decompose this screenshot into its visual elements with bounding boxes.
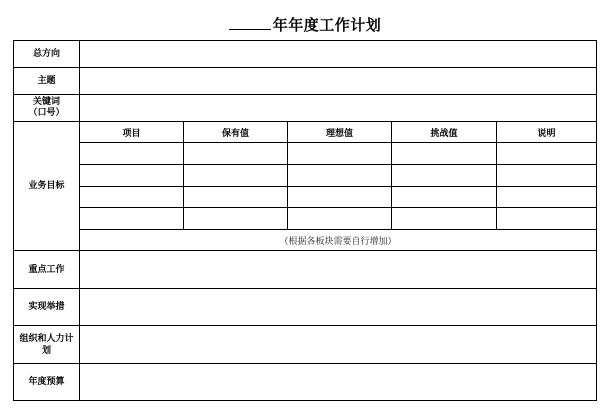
table-row xyxy=(14,143,597,165)
keywords-input-cell[interactable] xyxy=(80,95,597,122)
goals-cell[interactable] xyxy=(392,187,497,208)
table-row xyxy=(14,208,597,230)
table-row xyxy=(14,95,597,122)
goals-header-challenge: 挑战值 xyxy=(392,122,497,143)
row-label-measures: 实现举措 xyxy=(14,289,80,326)
goals-cell[interactable] xyxy=(80,208,184,230)
row-label-org-plan xyxy=(14,326,80,364)
table-row xyxy=(14,165,597,187)
row-label-theme: 主题 xyxy=(14,68,80,95)
title-text: 年年度工作计划 xyxy=(272,16,382,34)
goals-cell[interactable] xyxy=(497,208,597,230)
table-row xyxy=(14,187,597,208)
goals-cell[interactable] xyxy=(392,208,497,230)
table-row xyxy=(14,364,597,401)
goals-note: （根据各板块需要自行增加） xyxy=(80,230,597,251)
goals-header-item: 项目 xyxy=(80,122,184,143)
org-plan-label: 组织和人力计划 xyxy=(19,333,74,356)
year-blank[interactable] xyxy=(229,16,271,30)
goals-header-ideal: 理想值 xyxy=(288,122,392,143)
table-row xyxy=(14,289,597,326)
goals-cell[interactable] xyxy=(80,165,184,187)
goals-cell[interactable] xyxy=(80,143,184,165)
page-title xyxy=(0,14,610,35)
goals-cell[interactable] xyxy=(497,187,597,208)
table-row xyxy=(14,41,597,68)
table-row xyxy=(14,68,597,95)
table-row xyxy=(14,326,597,364)
goals-cell[interactable] xyxy=(184,187,288,208)
goals-cell[interactable] xyxy=(288,208,392,230)
goals-cell[interactable] xyxy=(497,165,597,187)
goals-cell[interactable] xyxy=(288,187,392,208)
goals-header-notes: 说明 xyxy=(497,122,597,143)
table-row xyxy=(14,251,597,289)
goals-cell[interactable] xyxy=(184,208,288,230)
row-label-key-work: 重点工作 xyxy=(14,251,80,289)
goals-cell[interactable] xyxy=(288,165,392,187)
work-plan-table xyxy=(13,40,597,401)
goals-cell[interactable] xyxy=(497,143,597,165)
row-label-budget: 年度预算 xyxy=(14,364,80,401)
keywords-label: 关键词（口号） xyxy=(28,97,65,118)
measures-input-cell[interactable] xyxy=(80,289,597,326)
direction-input-cell[interactable] xyxy=(80,41,597,68)
budget-input-cell[interactable] xyxy=(80,364,597,401)
row-label-direction: 总方向 xyxy=(14,41,80,68)
row-label-business-goals: 业务目标 xyxy=(14,122,80,251)
key-work-input-cell[interactable] xyxy=(80,251,597,289)
goals-cell[interactable] xyxy=(184,143,288,165)
org-plan-input-cell[interactable] xyxy=(80,326,597,364)
goals-header-retained: 保有值 xyxy=(184,122,288,143)
table-row xyxy=(14,122,597,143)
theme-input-cell[interactable] xyxy=(80,68,597,95)
goals-cell[interactable] xyxy=(392,165,497,187)
goals-cell[interactable] xyxy=(184,165,288,187)
goals-cell[interactable] xyxy=(80,187,184,208)
table-row xyxy=(14,230,597,251)
row-label-keywords xyxy=(14,95,80,122)
goals-cell[interactable] xyxy=(288,143,392,165)
goals-cell[interactable] xyxy=(392,143,497,165)
